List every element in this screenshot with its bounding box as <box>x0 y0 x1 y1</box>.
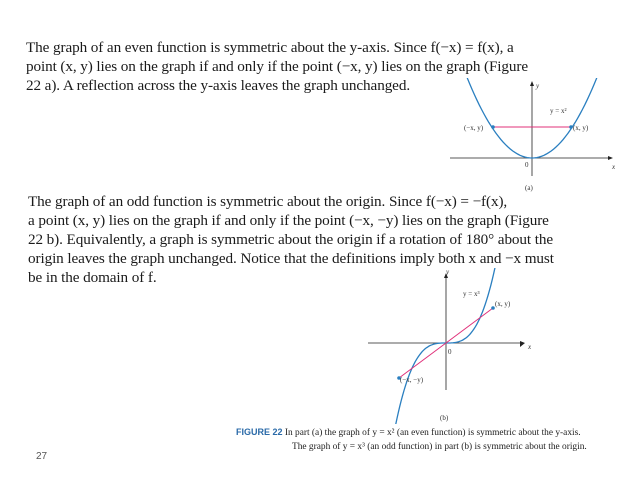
origin-label: 0 <box>525 161 529 169</box>
left-point <box>491 125 495 129</box>
paragraph-line: be in the domain of f. <box>28 269 157 286</box>
part-a-label: (a) <box>525 184 533 192</box>
y-axis-arrow <box>530 81 534 86</box>
y-axis-label: y <box>446 268 450 276</box>
part-b-label: (b) <box>440 414 449 422</box>
figure-a-even-function-graph <box>440 78 620 196</box>
figure-number: FIGURE 22 <box>236 427 283 437</box>
caption-line-2: The graph of y = x³ (an odd function) in part (b) is symmetric about the origin. <box>292 442 587 452</box>
figure-b-odd-function-graph <box>360 268 540 424</box>
upper-point-label: (x, y) <box>495 300 511 308</box>
paragraph-line: 22 b). Equivalently, a graph is symmetric about the origin if a rotation of 180° about the <box>28 231 553 248</box>
x-axis-arrow <box>520 341 525 347</box>
paragraph-line: point (x, y) lies on the graph if and only if the point (−x, y) lies on the graph (Figure <box>26 58 529 75</box>
page-number: 27 <box>36 451 48 462</box>
x-axis-label: x <box>612 163 616 171</box>
curve-label: y = x³ <box>463 290 480 298</box>
y-axis-label: y <box>536 82 540 90</box>
paragraph-line: The graph of an even function is symmetric about the y-axis. Since f(−x) = f(x), a <box>26 39 514 56</box>
left-point-label: (−x, y) <box>464 124 484 132</box>
paragraph-line: 22 a). A reflection across the y-axis leaves the graph unchanged. <box>26 77 411 94</box>
caption-line-1: In part (a) the graph of y = x² (an even function) is symmetric about the y-axis. <box>284 428 581 438</box>
lower-point-label: (−x, −y) <box>400 376 424 384</box>
paragraph-line: origin leaves the graph unchanged. Notice that the definitions imply both x and −x must <box>28 250 554 267</box>
x-axis-label: x <box>528 343 532 351</box>
origin-label: 0 <box>448 348 452 356</box>
figure-caption <box>236 425 636 454</box>
right-point-label: (x, y) <box>573 124 589 132</box>
curve-label: y = x² <box>550 107 567 115</box>
x-axis-arrow <box>608 156 613 160</box>
paragraph-line: The graph of an odd function is symmetric about the origin. Since f(−x) = −f(x), <box>28 193 508 210</box>
paragraph-line: a point (x, y) lies on the graph if and only if the point (−x, −y) lies on the graph (Figure <box>28 212 549 229</box>
